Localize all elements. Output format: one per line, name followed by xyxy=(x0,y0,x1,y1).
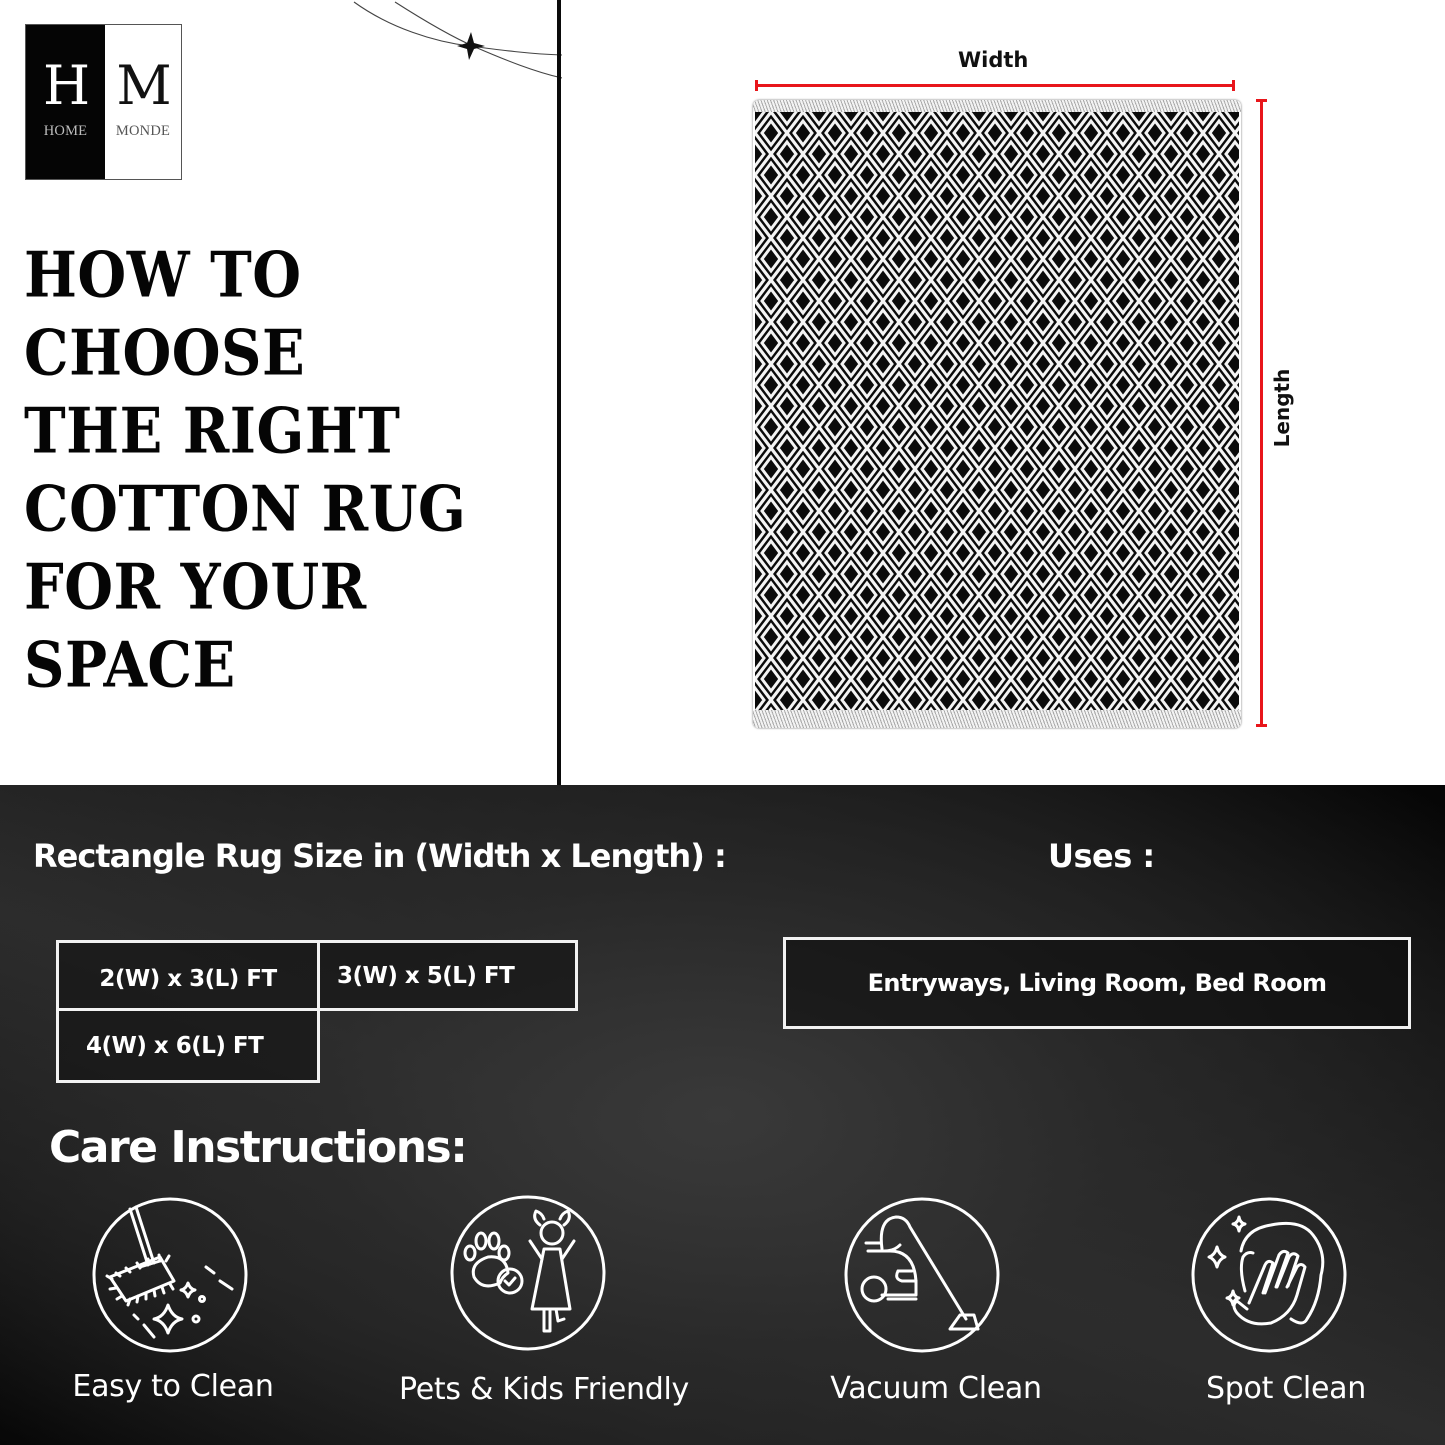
care-item-easy-clean xyxy=(3,1195,343,1435)
vertical-divider xyxy=(557,0,561,785)
rug-fringe-bottom xyxy=(753,710,1241,728)
uses-value-box: Entryways, Living Room, Bed Room xyxy=(783,937,1411,1029)
logo-word-home: HOME xyxy=(43,123,88,139)
logo-left-panel xyxy=(26,25,105,179)
info-panel xyxy=(0,785,1445,1445)
sizes-heading: Rectangle Rug Size in (Width x Length) : xyxy=(33,837,726,875)
title-line-1: HOW TO xyxy=(24,238,302,312)
care-label: Spot Clean xyxy=(1206,1371,1366,1406)
size-option: 3(W) x 5(L) FT xyxy=(317,940,578,1011)
size-options-table xyxy=(56,940,578,1083)
mop-rug-icon xyxy=(90,1195,250,1355)
title-line-5: FOR YOUR xyxy=(24,550,367,624)
rug-body xyxy=(753,100,1241,728)
care-label: Easy to Clean xyxy=(72,1369,274,1404)
care-heading: Care Instructions: xyxy=(49,1122,467,1173)
hand-wipe-icon xyxy=(1189,1195,1349,1355)
size-option: 4(W) x 6(L) FT xyxy=(56,1008,320,1083)
logo-word-monde: MONDE xyxy=(115,123,171,139)
vacuum-cleaner-icon xyxy=(842,1195,1002,1355)
care-label: Vacuum Clean xyxy=(830,1371,1042,1406)
width-label: Width xyxy=(958,48,1029,72)
length-measure-line xyxy=(1260,99,1263,727)
title-line-4: COTTON RUG xyxy=(24,472,467,546)
logo-right-panel xyxy=(105,25,181,179)
logo-letter-h: H xyxy=(42,54,89,117)
title-line-3: THE RIGHT xyxy=(24,394,401,468)
care-item-vacuum xyxy=(766,1195,1106,1435)
decorative-star-curves-icon xyxy=(340,0,562,90)
diamond-pattern-icon xyxy=(755,112,1239,710)
paw-child-icon xyxy=(448,1193,608,1353)
uses-heading: Uses : xyxy=(1048,837,1155,875)
rug-fringe-top xyxy=(753,100,1241,112)
care-item-spot-clean xyxy=(1116,1195,1445,1435)
care-label: Pets & Kids Friendly xyxy=(399,1372,689,1407)
length-label: Length xyxy=(1270,368,1294,448)
title-line-2: CHOOSE xyxy=(24,316,306,390)
brand-logo xyxy=(25,24,182,180)
logo-letter-m: M xyxy=(116,54,170,117)
width-measure-line xyxy=(755,84,1235,87)
size-option: 2(W) x 3(L) FT xyxy=(56,940,320,1011)
rug-image xyxy=(749,96,1245,732)
page-title xyxy=(24,236,544,704)
title-line-6: SPACE xyxy=(24,628,236,702)
care-item-pets-kids xyxy=(374,1195,714,1435)
